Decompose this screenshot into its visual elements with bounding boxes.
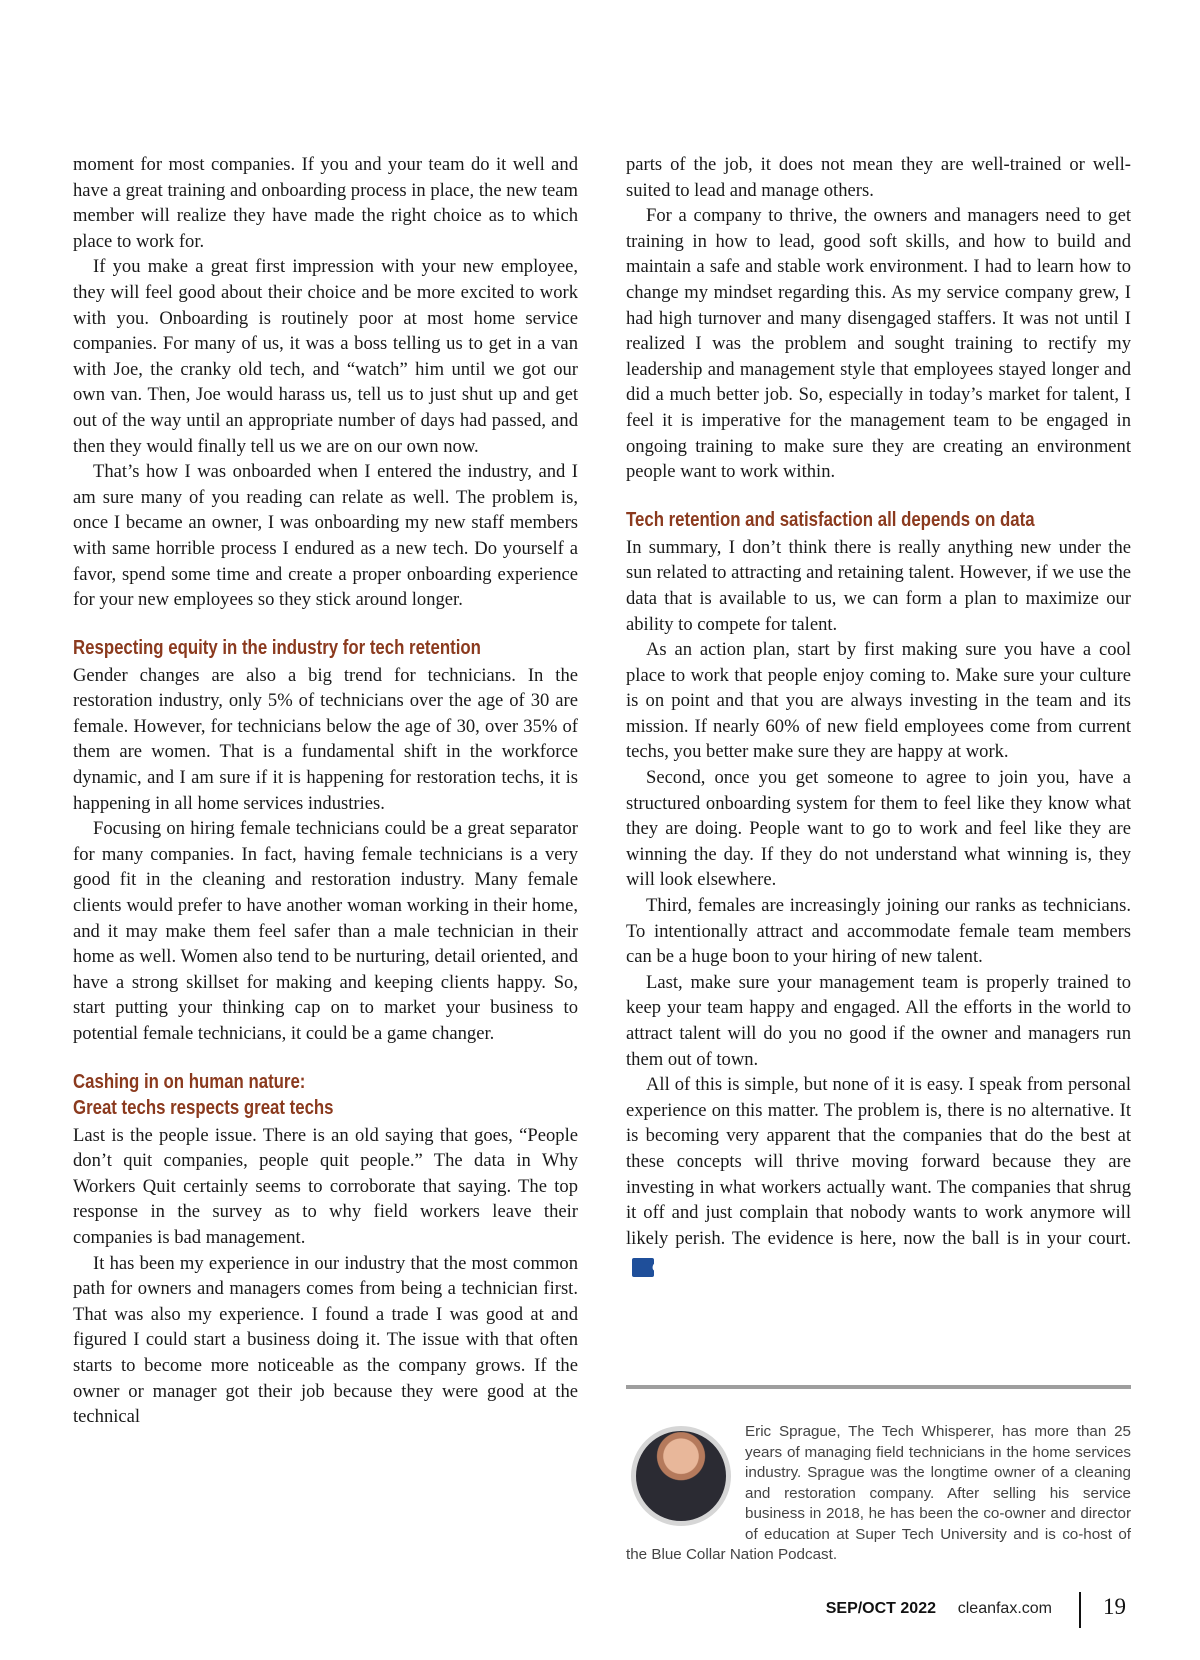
author-bio-text: Eric Sprague, The Tech Whisperer, has more than 25 years of managing field technicians in the home services industry. Sprague was the longtime owner of a cleaning and restoration company. After selling his service business in 2018, he has been the co-owner and director of education at Super Tech University and is co-host of the Blue Collar Nation Podcast. bbox=[626, 1423, 1131, 1563]
body-paragraph: It has been my experience in our industry that the most common path for owners and managers comes from being a technician first. That was also my experience. I found a trade I was good at and figured I could start a business doing it. The issue with that often starts to become more noticeable as the company grows. If the owner or manager got their job because they were good at the technical bbox=[73, 1252, 578, 1428]
left-column bbox=[73, 152, 578, 1430]
right-column bbox=[626, 152, 1131, 1277]
body-paragraph: Last, make sure your management team is properly trained to keep your team happy and engaged. All the efforts in the world to attract talent will do you no good if the owner and managers run them out of town. bbox=[626, 971, 1131, 1070]
cleanfax-end-mark-icon: CF bbox=[632, 1258, 654, 1277]
body-paragraph: Last is the people issue. There is an old saying that goes, “People don’t quit companies, people quit people.” The data in Why Workers Quit certainly seems to corroborate that saying. The top response in the survey as to why field workers leave their companies is bad management. bbox=[73, 1124, 578, 1248]
body-paragraph: Third, females are increasingly joining our ranks as technicians. To intentionally attract and accommodate female team members can be a huge boon to your hiring of new talent. bbox=[626, 895, 1131, 968]
body-paragraph: Gender changes are also a big trend for technicians. In the restoration industry, only 5% of technicians over the age of 30 are female. However, for technicians below the age of 30, over 35% of them are women. That is a fundamental shift in the workforce dynamic, and I am sure if it is happening for restoration techs, it is happening in all home services industries. bbox=[73, 664, 578, 814]
body-paragraph: Focusing on hiring female technicians could be a great separator for many companies. In fact, having female technicians is a very good fit in the cleaning and restoration industry. Many female clients would prefer to have another woman working in their home, and it may make them feel safer than a male technician in their home as well. Women also tend to be nurturing, detail oriented, and have a strong skillset for making and keeping clients happy. So, start putting your thinking cap on to market your business to potential female technicians, it could be a game changer. bbox=[73, 818, 578, 1044]
page-footer bbox=[0, 1592, 1200, 1632]
body-paragraph: Second, once you get someone to agree to join you, have a structured onboarding system for them to feel like they know what they are doing. People want to go to work and feel like they are winning the day. If they do not understand what winning is, they will look elsewhere. bbox=[626, 767, 1131, 891]
subheading-human-nature: Cashing in on human nature: bbox=[73, 1070, 306, 1093]
body-paragraph: parts of the job, it does not mean they are well-trained or well-suited to lead and manage others. bbox=[626, 154, 1131, 201]
body-paragraph: For a company to thrive, the owners and managers need to get training in how to lead, good soft skills, and how to build and maintain a safe and stable work environment. I had to learn how to change my mindset regarding this. As my service company grew, I had high turnover and many disengaged staffers. It was not until I realized I was the problem and sought training to rectify my leadership and management style that employees stayed longer and did a much better job. So, especially in today’s market for talent, I feel it is imperative for the management team to be engaged in ongoing training to make sure they are creating an environment people want to work within. bbox=[626, 205, 1131, 483]
subheading-equity: Respecting equity in the industry for tech retention bbox=[73, 636, 481, 659]
page-number: 19 bbox=[1103, 1594, 1126, 1619]
subheading-data: Tech retention and satisfaction all depends on data bbox=[626, 508, 1035, 531]
body-paragraph: That’s how I was onboarded when I entered the industry, and I am sure many of you reading can relate as well. The problem is, once I became an owner, I was onboarding my new staff members with same horrible process I endured as a new tech. Do yourself a favor, spend some time and create a proper onboarding experience for your new employees so they stick around longer. bbox=[73, 461, 578, 611]
body-paragraph-final bbox=[626, 1072, 1131, 1277]
footer-divider bbox=[1079, 1592, 1081, 1628]
author-avatar bbox=[631, 1426, 731, 1526]
body-paragraph: As an action plan, start by first making sure you have a cool place to work that people enjoy coming to. Make sure your culture is on point and that you are always investing in the team and its mission. If nearly 60% of new field employees come from current techs, you better make sure they are happy at work. bbox=[626, 639, 1131, 763]
final-paragraph-text: All of this is simple, but none of it is easy. I speak from personal experience on this matter. The problem is, there is no alternative. It is becoming very apparent that the companies that do the best at these concepts will thrive moving forward because they are investing in what workers actually want. The companies that shrug it off and just complain that nobody wants to work anymore will likely perish. The evidence is here, now the ball is in your court. bbox=[626, 1074, 1131, 1249]
author-bio bbox=[626, 1422, 1131, 1566]
bio-divider bbox=[626, 1385, 1131, 1389]
body-paragraph: In summary, I don’t think there is really anything new under the sun related to attracting and retaining talent. However, if we use the data that is available to us, we can form a plan to maximize our ability to compete for talent. bbox=[626, 536, 1131, 635]
body-paragraph: If you make a great first impression with your new employee, they will feel good about their choice and be more excited to work with you. Onboarding is routinely poor at most home service companies. For many of us, it was a boss telling us to get in a van with Joe, the cranky old tech, and “watch” him until we got our own van. Then, Joe would harass us, tell us to just shut up and get out of the way until an appropriate number of days had passed, and then they would finally tell us we are on our own now. bbox=[73, 256, 578, 457]
subheading-great-techs: Great techs respects great techs bbox=[73, 1096, 334, 1119]
body-paragraph: moment for most companies. If you and your team do it well and have a great training and onboarding process in place, the new team member will realize they have made the right choice as to which place to work for. bbox=[73, 154, 578, 252]
site-url: cleanfax.com bbox=[957, 1600, 1052, 1617]
issue-date: SEP/OCT 2022 bbox=[825, 1600, 936, 1617]
